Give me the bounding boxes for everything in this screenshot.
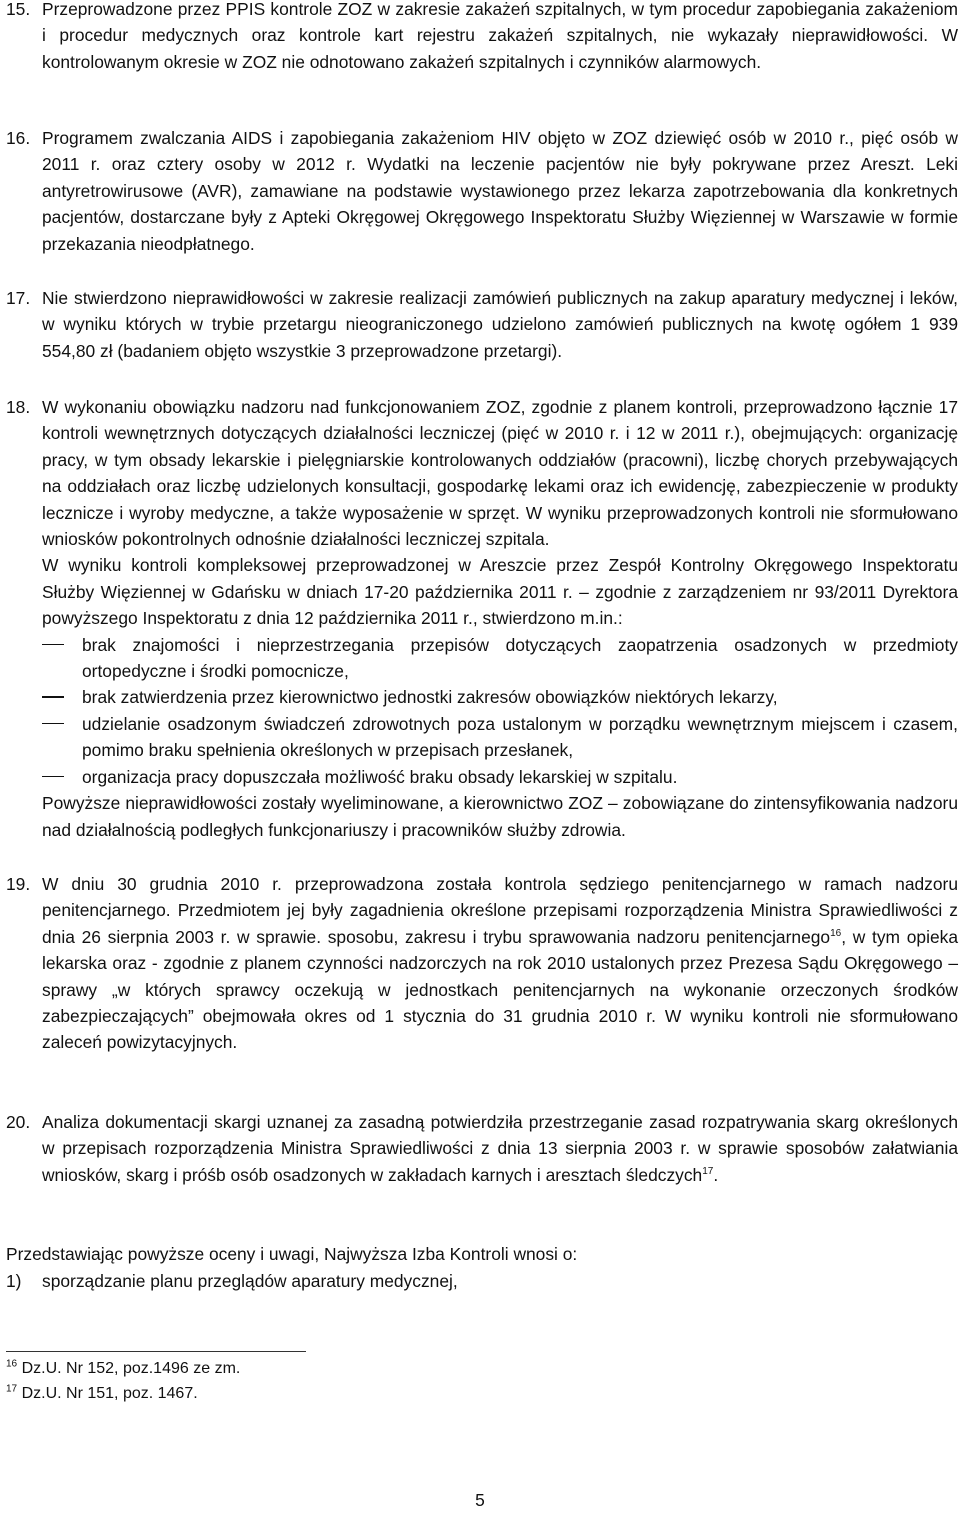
footnote-text: Dz.U. Nr 152, poz.1496 ze zm. (21, 1360, 241, 1377)
conclusion-intro: Przedstawiając powyższe oceny i uwagi, Najwyższa Izba Kontroli wnosi o: (6, 1244, 578, 1264)
list-item-text: brak zatwierdzenia przez kierownictwo jednostki zakresów obowiązków niektórych lekarzy, (82, 687, 778, 708)
numbered-paragraph-15 (6, 0, 958, 75)
dash-list-item (42, 711, 958, 764)
paragraph-text (42, 871, 958, 1056)
dash-bullet (42, 776, 64, 777)
conclusion-list-item (6, 1268, 958, 1294)
paragraph-number: 20. (6, 1112, 31, 1132)
paragraph-number: 19. (6, 874, 31, 894)
footnote (6, 1383, 198, 1405)
paragraph-text (42, 1109, 958, 1188)
paragraph-text: Programem zwalczania AIDS i zapobiegania zakażeniom HIV objęto w ZOZ dziewięć osób w 2010 r., pięć osób w 2011 r. oraz cztery osoby w 2012 r. Wydatki na leczenie pacjentów nie były pokrywane przez Areszt. Leki antyretrowirusowe (AVR), zamawiane na podstawie wystawionego przez lekarza zapotrzebowania dla konkretnych pacjentów, dostarczane były z Apteki Okręgowej Okręgowego Inspektoratu Służby Więziennej w Warszawie w formie przekazania nieodpłatnego. (42, 128, 958, 254)
dash-bullet (42, 696, 64, 697)
paragraph-number: 18. (6, 397, 31, 417)
numbered-paragraph-20 (6, 1109, 958, 1188)
paragraph-number: 17. (6, 288, 31, 308)
paragraph-number: 16. (6, 128, 31, 148)
text-run: W dniu 30 grudnia 2010 r. przeprowadzona została kontrola sędziego penitencjarnego w ramach nadzoru penitencjarnego. Przedmiotem jej były zagadnienia określone przepisami rozporządzenia Ministra Sprawiedliwości z dnia 26 sierpnia 2003 r. w sprawie. sposobu, zakresu i trybu sprawowania nadzoru penitencjarnego (42, 874, 958, 947)
footnote-separator (6, 1351, 306, 1352)
list-item-text: brak znajomości i nieprzestrzegania przepisów dotyczących zaopatrzenia osadzonych w przedmioty ortopedyczne i środki pomocnicze, (82, 634, 958, 682)
footnote-text: Dz.U. Nr 151, poz. 1467. (21, 1385, 198, 1402)
paragraph-text: Przeprowadzone przez PPIS kontrole ZOZ w zakresie zakażeń szpitalnych, w tym procedur zapobiegania zakażeniom i procedur medycznych oraz kontrole kart rejestru zakażeń szpitalnych, nie wykazały nieprawidłowości. W kontrolowanym okresie w ZOZ nie odnotowano zakażeń szpitalnych i czynników alarmowych. (42, 0, 958, 72)
list-number: 1) (6, 1271, 22, 1291)
footnote-reference[interactable]: 17 (702, 1166, 714, 1178)
footnote-reference[interactable]: 16 (830, 928, 842, 940)
dash-bullet (42, 644, 64, 645)
dash-bullet (42, 723, 64, 724)
footnote-number: 17 (6, 1383, 18, 1395)
paragraph-text: W wyniku kontroli kompleksowej przeprowadzonej w Areszcie przez Zespół Kontrolny Okręgowego Inspektoratu Służby Więziennej w Gdańsku w dniach 17-20 października 2011 r. – zgodnie z zarządzeniem nr 93/2011 Dyrektora powyższego Inspektoratu z dnia 12 października 2011 r., stwierdzono m.in.: (42, 555, 958, 629)
numbered-paragraph-18 (6, 394, 958, 843)
paragraph-text: W wykonaniu obowiązku nadzoru nad funkcjonowaniem ZOZ, zgodnie z planem kontroli, przeprowadzono łącznie 17 kontroli wewnętrznych dotyczących działalności leczniczej (pięć w 2010 r. i 12 w 2011 r.), obejmujących: organizację pracy, w tym obsady lekarskie i pielęgniarskie kontrolowanych oddziałów (pracowni), liczbę chorych przebywających na oddziałach oraz liczbę udzielonych konsultacji, gospodarkę lekami oraz ich ewidencję, zabezpieczenie w produkty lecznicze i wyroby medyczne, a także wyposażenie w sprzęt. W wyniku przeprowadzonych kontroli nie sformułowano wniosków pokontrolnych odnośnie działalności leczniczej szpitala. (42, 397, 958, 550)
footnote-number: 16 (6, 1358, 18, 1370)
numbered-paragraph-17 (6, 285, 958, 364)
numbered-paragraph-19 (6, 871, 958, 1056)
footnote (6, 1358, 240, 1380)
text-run: . (713, 1164, 719, 1185)
list-item-text: organizacja pracy dopuszczała możliwość braku obsady lekarskiej w szpitalu. (82, 766, 678, 787)
paragraph-text: Powyższe nieprawidłowości zostały wyeliminowane, a kierownictwo ZOZ – zobowiązane do zintensyfikowania nadzoru nad działalnością podległych funkcjonariuszy i pracowników służby zdrowia. (42, 793, 958, 840)
paragraph-text: Nie stwierdzono nieprawidłowości w zakresie realizacji zamówień publicznych na zakup aparatury medycznej i leków, w wyniku których w trybie przetargu nieograniczonego udzielono zamówień publicznych na kwotę ogółem 1 939 554,80 zł (badaniem objęto wszystkie 3 przeprowadzone przetargi). (42, 288, 958, 361)
dash-list-item (42, 632, 958, 685)
text-run: , w tym opieka lekarska oraz - zgodnie z planem czynności nadzorczych na rok 2010 ustalonych przez Prezesa Sądu Okręgowego – sprawy „w których sprawcy oczekują w jednostkach penitencjarnych na wykonanie orzeczonych środków zabezpieczających” obejmowała okres od 1 stycznia do 31 grudnia 2010 r. W wyniku kontroli nie sformułowano zaleceń powizytacyjnych. (42, 926, 958, 1053)
paragraph-number: 15. (6, 0, 31, 19)
list-item-text: udzielanie osadzonym świadczeń zdrowotnych poza ustalonym w porządku wewnętrznym miejscem i czasem, pomimo braku spełnienia określonych w przepisach przesłanek, (82, 713, 958, 761)
numbered-paragraph-16 (6, 125, 958, 257)
text-run: Analiza dokumentacji skargi uznanej za zasadną potwierdziła przestrzeganie zasad rozpatrywania skarg określonych w przepisach rozporządzenia Ministra Sprawiedliwości z dnia 13 sierpnia 2003 r. w sprawie sposobów załatwiania wniosków, skarg i próśb osób osadzonych w zakładach karnych i aresztach śledczych (42, 1112, 958, 1185)
dash-list-item (42, 764, 958, 790)
dash-list-item (42, 684, 958, 710)
list-item-text: sporządzanie planu przeglądów aparatury medycznej, (42, 1271, 458, 1291)
page-number: 5 (475, 1490, 485, 1510)
